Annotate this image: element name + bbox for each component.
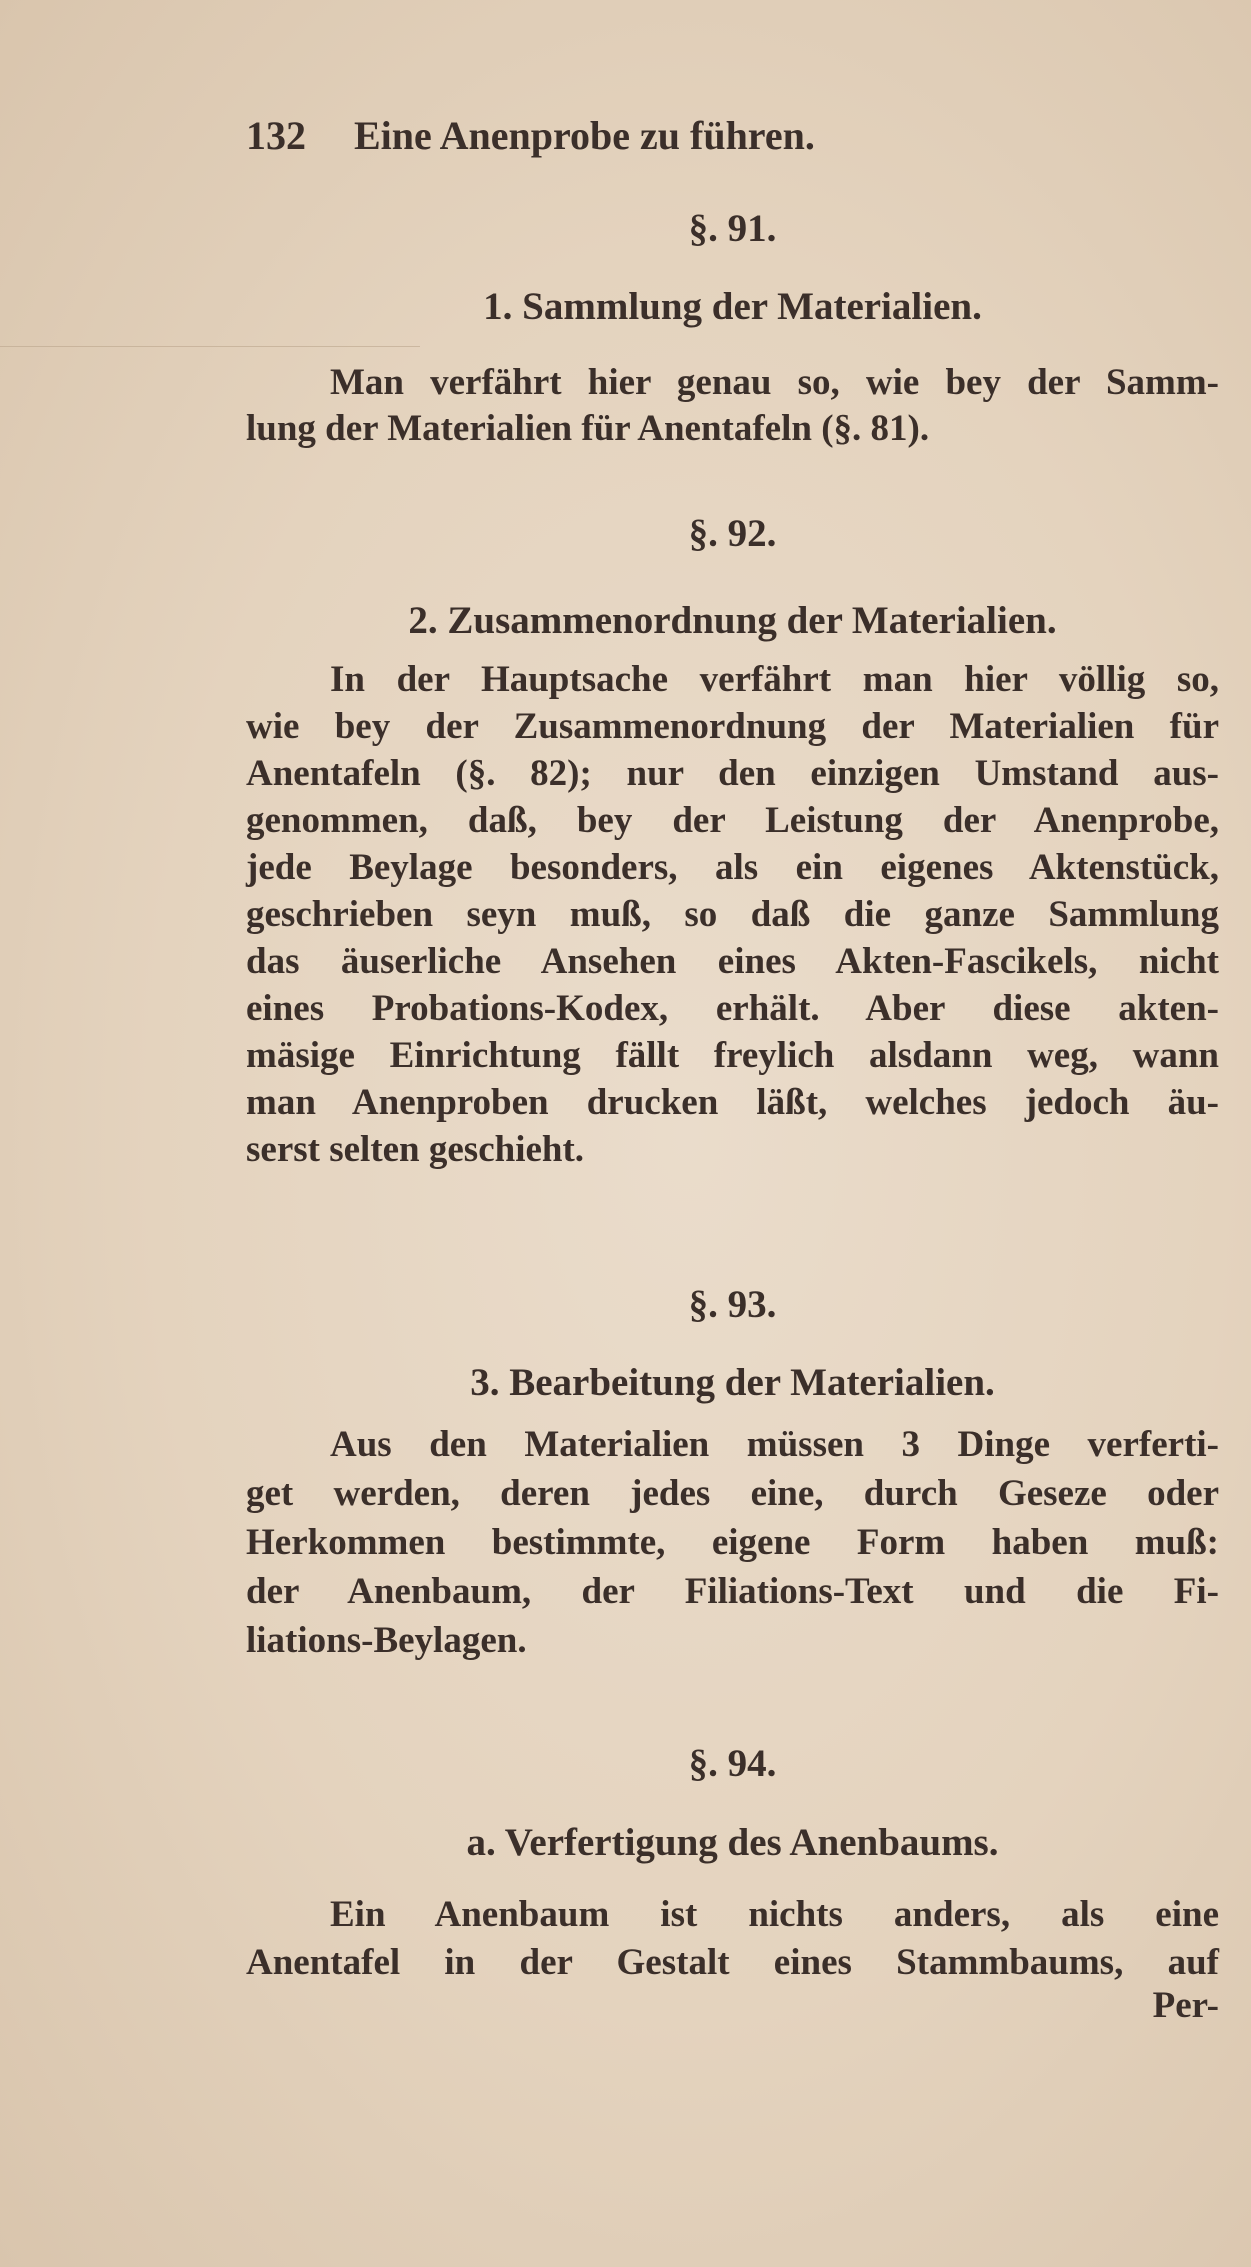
text-line: jede Beylage besonders, als ein eigenes Aktenstück, — [246, 847, 1219, 888]
catchword: Per- — [1152, 1985, 1219, 2026]
section-heading: 3. Bearbeitung der Materialien. — [470, 1361, 995, 1404]
text-line: Aus den Materialien müssen 3 Dinge verferti- — [330, 1424, 1219, 1465]
section-number: §. 94. — [688, 1742, 777, 1785]
text-line: Ein Anenbaum ist nichts anders, als eine — [330, 1894, 1219, 1935]
text-line: das äuserliche Ansehen eines Akten-Fascikels, nicht — [246, 941, 1219, 982]
text-line: Anentafeln (§. 82); nur den einzigen Umstand aus- — [246, 753, 1219, 794]
text-line: Anentafel in der Gestalt eines Stammbaums, auf — [246, 1942, 1219, 1983]
page-number: 132 — [246, 113, 306, 158]
section-heading: a. Verfertigung des Anenbaums. — [466, 1821, 999, 1864]
text-line: genommen, daß, bey der Leistung der Anenprobe, — [246, 800, 1219, 841]
scan-artifact-line — [0, 346, 420, 347]
section-number: §. 91. — [688, 207, 777, 250]
running-title: Eine Anenprobe zu führen. — [354, 113, 815, 158]
text-line: Herkommen bestimmte, eigene Form haben muß: — [246, 1522, 1219, 1563]
text-line: Man verfährt hier genau so, wie bey der Samm- — [330, 362, 1219, 403]
running-header — [246, 112, 863, 159]
text-line: lung der Materialien für Anentafeln (§. 81). — [246, 408, 930, 449]
text-line: serst selten geschieht. — [246, 1129, 585, 1170]
section-heading: 2. Zusammenordnung der Materialien. — [408, 599, 1057, 642]
section-heading: 1. Sammlung der Materialien. — [483, 285, 982, 328]
text-line: der Anenbaum, der Filiations-Text und die Fi- — [246, 1571, 1219, 1612]
text-line: man Anenproben drucken läßt, welches jedoch äu- — [246, 1082, 1219, 1123]
text-line: liations-Beylagen. — [246, 1620, 527, 1661]
text-line: geschrieben seyn muß, so daß die ganze Sammlung — [246, 894, 1219, 935]
text-line: mäsige Einrichtung fällt freylich alsdann weg, wann — [246, 1035, 1219, 1076]
text-line: In der Hauptsache verfährt man hier völlig so, — [330, 659, 1219, 700]
text-line: get werden, deren jedes eine, durch Geseze oder — [246, 1473, 1219, 1514]
section-number: §. 92. — [688, 512, 777, 555]
text-line: wie bey der Zusammenordnung der Materialien für — [246, 706, 1219, 747]
section-number: §. 93. — [688, 1283, 777, 1326]
text-line: eines Probations-Kodex, erhält. Aber diese akten- — [246, 988, 1219, 1029]
